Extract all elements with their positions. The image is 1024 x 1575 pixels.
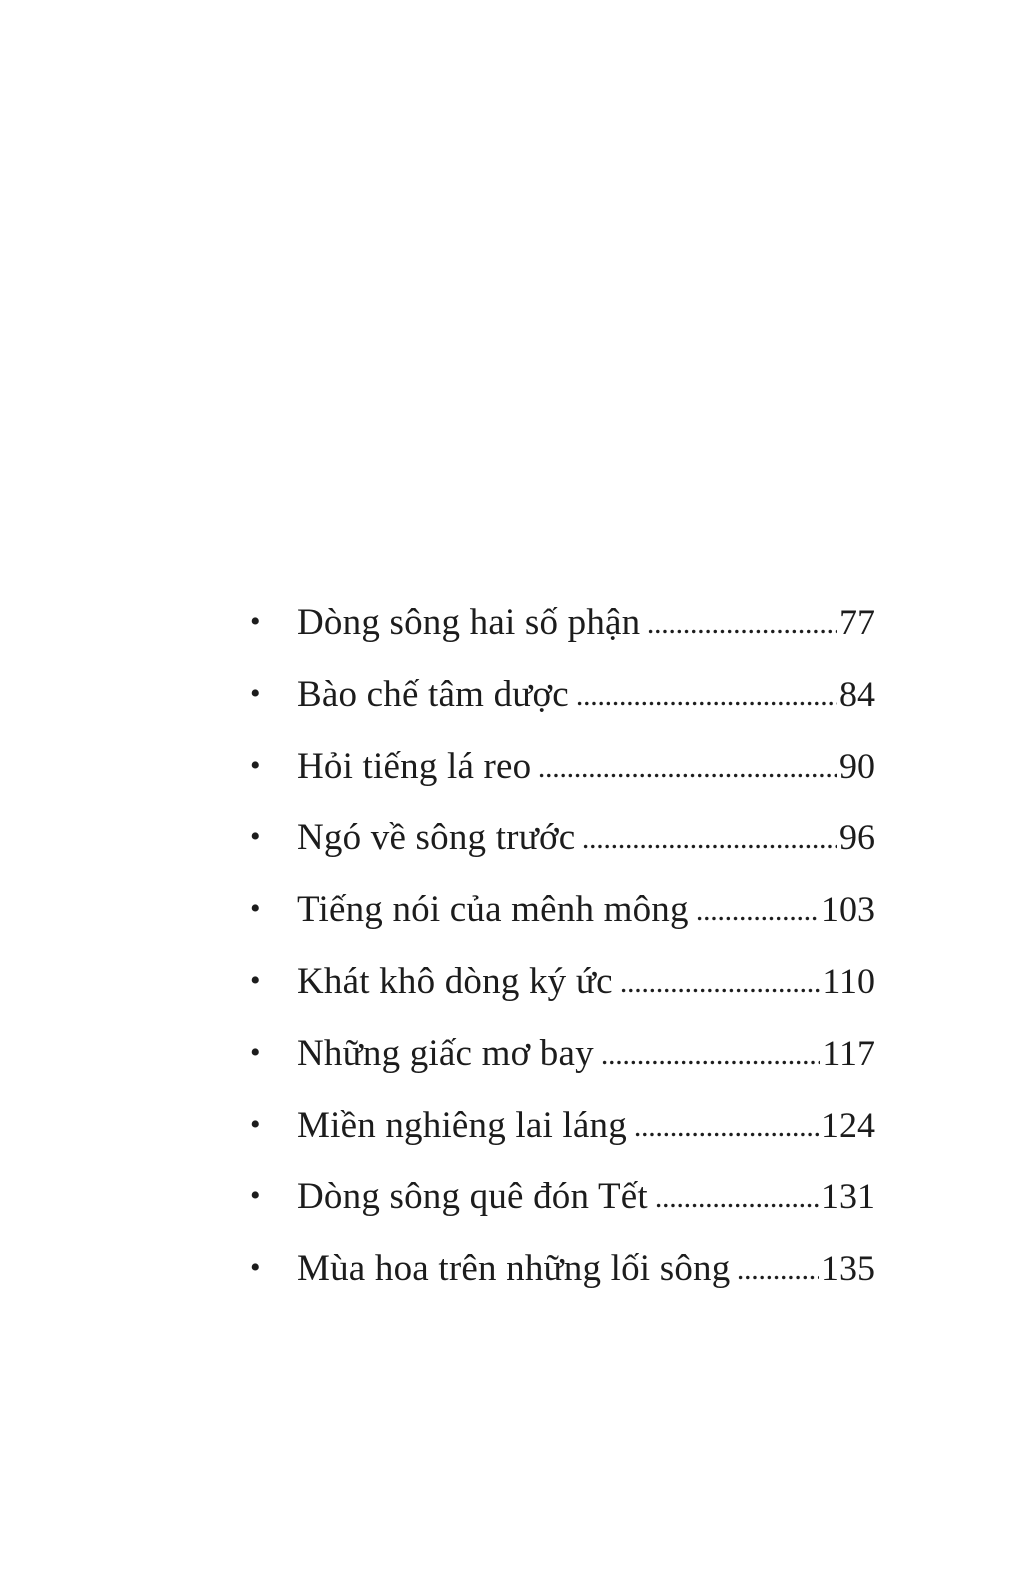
dot-leader (634, 1127, 819, 1137)
toc-entry-page: 131 (821, 1176, 875, 1217)
dot-leader (582, 839, 837, 849)
toc-entry-title: Hỏi tiếng lá reo (297, 745, 532, 787)
toc-entry-page: 77 (839, 602, 875, 642)
toc-entry-title: Bào chế tâm dược (297, 673, 569, 715)
bullet-icon: • (250, 1035, 261, 1069)
dot-leader (737, 1270, 819, 1280)
toc-entry-page: 110 (822, 960, 875, 1001)
toc-entry (250, 1104, 875, 1179)
bullet-icon: • (250, 1107, 261, 1141)
bullet-icon: • (250, 820, 261, 854)
toc-entry-page: 96 (839, 817, 875, 858)
bullet-icon: • (250, 892, 261, 926)
dot-leader (538, 768, 837, 778)
toc-entry-page: 84 (839, 673, 875, 714)
toc-entry (250, 1250, 875, 1322)
bullet-icon: • (250, 676, 261, 710)
bullet-icon: • (250, 963, 261, 997)
toc-entry (250, 745, 875, 820)
bullet-icon: • (250, 605, 261, 638)
toc-entry-title: Khát khô dòng ký ức (297, 960, 613, 1002)
toc-entry (250, 604, 875, 676)
toc-entry-title: Mùa hoa trên những lối sông (297, 1248, 731, 1290)
bullet-icon: • (250, 1251, 261, 1285)
toc-entry (250, 1032, 875, 1107)
bullet-icon: • (250, 1179, 261, 1213)
toc-entry (250, 673, 875, 748)
table-of-contents (250, 604, 875, 1322)
toc-entry-page: 90 (839, 745, 875, 786)
toc-entry (250, 1178, 875, 1250)
toc-entry (250, 960, 875, 1035)
toc-entry (250, 819, 875, 891)
dot-leader (655, 1198, 819, 1208)
toc-entry-title: Miền nghiêng lai láng (297, 1104, 627, 1146)
toc-entry-title: Tiếng nói của mênh mông (297, 889, 689, 931)
dot-leader (647, 624, 837, 634)
dot-leader (696, 911, 819, 921)
toc-entry-title: Ngó về sông trước (297, 817, 576, 859)
toc-entry-page: 117 (822, 1032, 875, 1073)
toc-entry-page: 103 (821, 889, 875, 930)
toc-entry-page: 135 (821, 1248, 875, 1289)
bullet-icon: • (250, 748, 261, 782)
dot-leader (620, 983, 821, 993)
toc-entry-title: Những giấc mơ bay (297, 1032, 594, 1074)
toc-entry-page: 124 (821, 1104, 875, 1145)
dot-leader (576, 696, 837, 706)
toc-entry-title: Dòng sông quê đón Tết (297, 1176, 648, 1218)
toc-entry (250, 891, 875, 963)
dot-leader (601, 1055, 821, 1065)
toc-entry-title: Dòng sông hai số phận (297, 602, 641, 643)
